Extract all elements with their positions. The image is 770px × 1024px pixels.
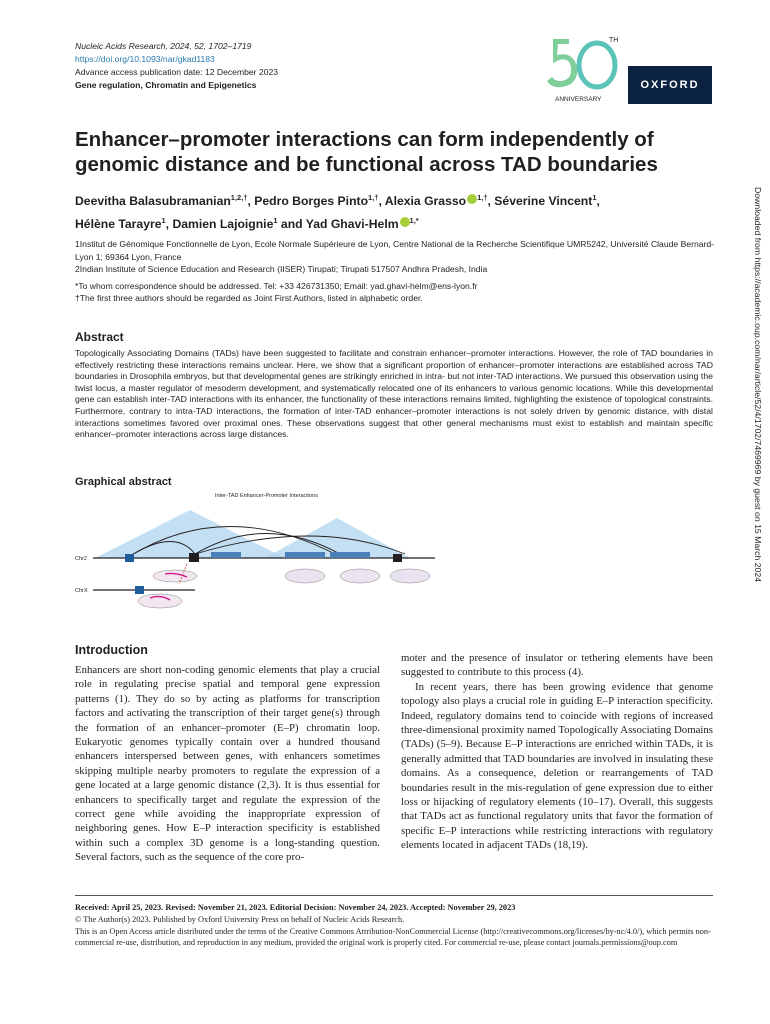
copyright-line: © The Author(s) 2023. Published by Oxford University Press on behalf of Nucleic Acids Research. [75, 914, 405, 924]
gene-body [330, 552, 370, 558]
download-side-note [752, 185, 764, 745]
intro-paragraph-1: Enhancers are short non-coding genomic elements that play a crucial role in regulating precise spatial and temporal gene expression patterns (1). They do so by acting as platforms for transcription factors and activating the transcription of their target gene(s) through the formation of an enhancer–promoter (E–P) chromatin loop. Eukaryotic genomes typically contain over a hundred thousand enhancers interspersed between genes, with enhancers sometimes skipping multiple nearby promoters to regulate the expression of a gene located at a large genomic distance (2,3). It is thus essential for enhancers to specifically target and regulate the expression of the correct gene while avoiding the inappropriate expression of neighboring genes. How E–P interaction specificity is established within such a complex 3D genome is a long-standing question. Several factors, such as the sequence of the core pro- [75, 664, 380, 864]
correspondence-note: *To whom correspondence should be addressed. Tel: +33 426731350; Email: yad.ghavi-helm@ens-lyon.fr [75, 280, 478, 291]
chr2-label: Chr2 [75, 556, 87, 562]
oxford-logo: OXFORD [628, 66, 712, 104]
intro-paragraph-1-end: moter and the presence of insulator or tethering elements have been suggested to contribute to this process (4). [401, 652, 713, 679]
body-column-left [75, 663, 380, 865]
affiliation-2: 2Indian Institute of Science Education and Research (IISER) Tirupati; Tirupati 517507 Andhra Pradesh, India [75, 264, 488, 274]
footer [75, 902, 713, 949]
graphical-abstract-figure [75, 488, 455, 616]
introduction-heading: Introduction [75, 643, 148, 657]
article-section: Gene regulation, Chromatin and Epigenetics [75, 80, 257, 90]
advance-access-date: Advance access publication date: 12 December 2023 [75, 67, 279, 77]
orcid-icon[interactable] [467, 194, 477, 204]
body-column-right [401, 651, 713, 853]
affiliation-1: 1Institut de Génomique Fonctionnelle de Lyon, Ecole Normale Supérieure de Lyon, Centre National de la Recherche Scientifique UMR5242, Université Claude Bernard-Lyon 1; 69364 Lyon, France [75, 239, 715, 262]
authors-line-2: Hélène Tarayre$^1$, Damien Lajoignie$^1$ and Yad Ghavi-Helm $^{1,*}$ [75, 216, 419, 232]
gene-body [211, 552, 241, 558]
enhancer-box [125, 554, 134, 562]
logo-th: TH [609, 37, 619, 44]
logo-anniversary: ANNIVERSARY [555, 96, 602, 103]
author-list [75, 188, 725, 234]
embryo-image [390, 569, 430, 583]
article-title: Enhancer–promoter interactions can form independently of genomic distance and be functional across TAD boundaries [75, 128, 658, 176]
license-text: This is an Open Access article distributed under the terms of the Creative Commons Attribution-NonCommercial License (http://creativecommons.org/licenses/by-nc/4.0/), which permits non-commercial re-use, distribution, and reproduction in any medium, provided the original work is properly cited. For commercial re-use, please contact journals.permissions@oup.com [75, 926, 711, 948]
promoter-box [393, 554, 402, 562]
chrx-label: ChrX [75, 588, 88, 594]
abstract-heading: Abstract [75, 330, 124, 344]
promoter-box [189, 553, 199, 562]
ga-label-top: Inter-TAD Enhancer-Promoter Interactions [215, 493, 318, 499]
journal-meta [75, 40, 278, 92]
equal-contribution-note: †The first three authors should be regarded as Joint First Authors, listed in alphabetic order. [75, 293, 423, 303]
orcid-icon[interactable] [400, 217, 410, 227]
journal-citation: Nucleic Acids Research, 2024, 52, 1702–1719 [75, 41, 252, 51]
graphical-abstract-heading: Graphical abstract [75, 476, 172, 488]
received-dates: Received: April 25, 2023. Revised: November 21, 2023. Editorial Decision: November 24, 2023. Accepted: November 29, 2023 [75, 903, 516, 912]
gene-body [285, 552, 325, 558]
download-side-text: Downloaded from https://academic.oup.com/nar/article/52/4/1702/7469969 by guest on 15 March 2024 [753, 187, 763, 583]
intro-paragraph-2: In recent years, there has been growing evidence that genome topology also plays a crucial role in guiding E–P interaction specificity. Indeed, regulatory domains tend to coincide with regions of increased three-dimensional proximity named Topologically Associating Domains (TADs) (5–9). Because E–P interactions are enriched within TADs, it is generally admitted that TAD boundaries are involved in insulating these domains. As a consequence, deletion or rearrangements of TAD boundaries result in the mis-regulation of gene expression due to either loss or hijacking of regulatory elements (10–17). Overall, this suggests that TADs act as functional regulatory units that favor the formation of specific E–P interactions while restricting interactions with regulatory elements located in adjacent TADs (18,19). [401, 680, 713, 852]
embryo-image [340, 569, 380, 583]
abstract-text: Topologically Associating Domains (TADs) have been suggested to facilitate and constrain enhancer–promoter interactions. However, the role of TAD boundaries in effectively restricting these interactions remains unclear. Here, we show that a significant proportion of enhancer–promoter interactions are established across TAD boundaries in Drosophila embryos, but that developmental genes are strikingly enriched in intra- but not inter-TAD interactions. We pursued this observation using the twist locus, a master regulator of mesoderm development, and systematically relocated one of its enhancers to various genomic locations. While this developmental gene can establish inter-TAD interactions with its enhancer, the functionality of these interactions remains limited, highlighting the existence of topological constraints. Furthermore, contrary to intra-TAD interactions, the formation of inter-TAD enhancer–promoter interactions is not solely driven by genomic distance, with distal interactions sometimes favored over proximal ones. These observations suggest that other general mechanisms must exist to establish and maintain specific enhancer–promoter interactions across large distances. [75, 348, 713, 440]
embryo-image [153, 570, 197, 582]
enhancer-box [135, 586, 144, 594]
embryo-image [285, 569, 325, 583]
affiliations [75, 238, 725, 305]
doi-link[interactable]: https://doi.org/10.1093/nar/gkad1183 [75, 54, 215, 64]
authors-line-1: Deevitha Balasubramanian$^{1,2,\dagger}$, Pedro Borges Pinto$^{1,\dagger}$, Alexia Grasso $^{1,\dagger}$, Séverine Vincent$^1$, [75, 193, 600, 209]
footer-rule [75, 895, 713, 896]
anniversary-50-logo [543, 33, 625, 105]
